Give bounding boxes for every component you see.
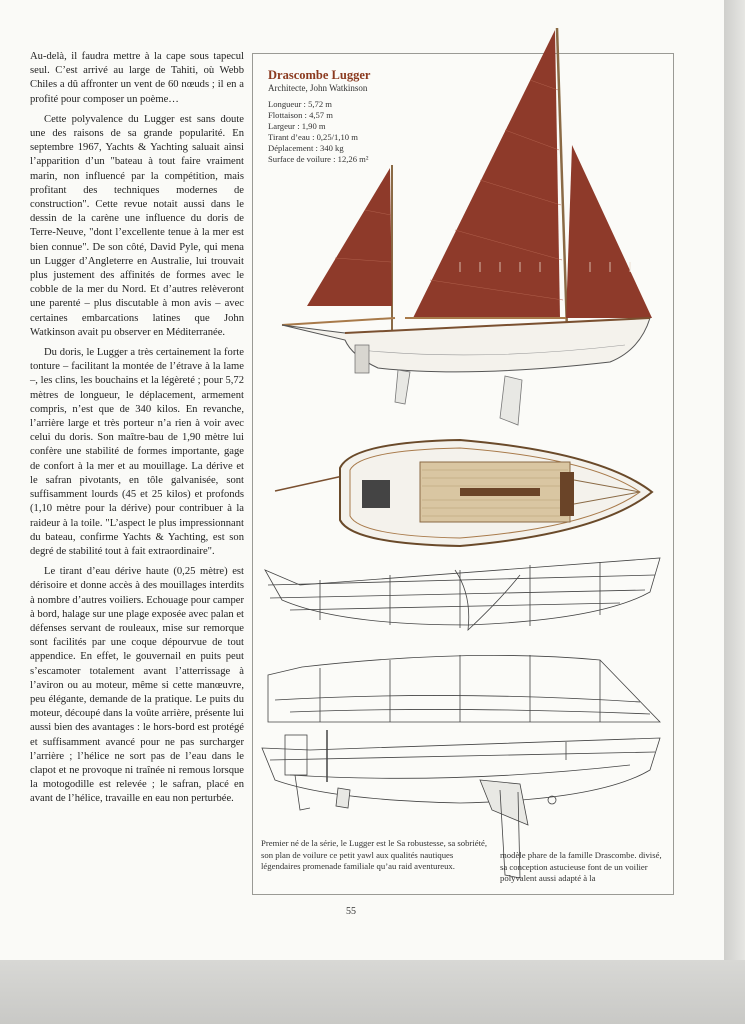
spec-waterline: Flottaison : 4,57 m (268, 110, 333, 120)
paragraph-2: Cette polyvalence du Lugger est sans doute une des raisons de sa grande popularité. En septembre 1967, Yachts & Yachting saluait ainsi l’apparition d’un "bateau à tout faire vraiment marin, non influencé par la compétition, mais profitant des techniques modernes de construction". Cette revue notait aussi dans le dessin de la carène une influence du doris de Terre-Neuve, "dont l’excellente tenue à la mer est bien connue". De son côté, David Pyle, qui mena un Lugger d’Angleterre en Australie, lui trouvait plus justement des affinités de formes avec le cobble de la mer du Nord. Et d’autres relèveront une parenté – plus discutable à mon avis – avec certaines embarcations latines que John Watkinson avait pu observer en Méditerranée. (30, 113, 244, 338)
page-number: 55 (346, 906, 356, 917)
paragraph-4: Le tirant d’eau dérive haute (0,25 mètre) est dérisoire et donne accès à des mouillages interdits à nombre d’autres voiliers. Echouage pour camper à bord, halage sur une plage exposée avec palan et défenses servant de rouleaux, mise sur remorque sont facilités par une coque dépourvue de tout appendice. En effet, le gouvernail en puits peut s’escamoter totalement avant l’atterrissage à l’aviron ou au moteur, même si cette manœuvre, peu élégante, demande de la pratique. Le puits du moteur, découpé dans la voûte arrière, présente lui aussi bien des avantages : le hors-bord est protégé et suffisamment avancé pour ne pas surcharger l’arrière ; l’hélice ne sort pas de l’eau dans le clapot et ne provoque ni traînée ni remous lorsque la motogodille est relevée ; le safran, placé en avant de l’hélice, travaille en eau non perturbée. (30, 566, 244, 805)
lines-plan-1 (265, 558, 660, 630)
spec-sail-area: Surface de voilure : 12,26 m² (268, 154, 369, 164)
spec-beam: Largeur : 1,90 m (268, 121, 326, 131)
spec-draft: Tirant d’eau : 0,25/1,10 m (268, 132, 358, 142)
spec-displacement: Déplacement : 340 kg (268, 143, 344, 153)
spec-list (268, 99, 368, 165)
paragraph-3: Du doris, le Lugger a très certainement la forte tonture – facilitant la montée de l’étrave à la lame –, les clins, les bouchains et la légèreté ; pour 5,72 mètres de longueur, le déplacement, armement compris, n’est que de 340 kilos. En revanche, l’arrière large et très porteur n’a rien à voir avec celui du doris. Son maître-bau de 1,90 mètre lui confère une stabilité de formes importante, gage de confort à la mer et au mouillage. La dérive et le safran pivotants, en tôle galvanisée, sont suffisamment lourds (45 et 25 kilos) et profonds (1,10 mètre pour la dérive) pour contribuer à la raideur à la toile. "L’aspect le plus impressionnant du bateau, confirme Yachts & Yachting, est son degré de stabilité tout à fait extraordinaire". (30, 347, 244, 557)
boat-title: Drascombe Lugger (268, 68, 371, 82)
architect-line: Architecte, John Watkinson (268, 83, 368, 93)
caption-left: Premier né de la série, le Lugger est le Sa robustesse, sa sobriété, son plan de voilure ce petit yawl aux qualités nautiques légendaires promenade familiale qu’au raid aventureux. (261, 838, 488, 871)
lines-plan-2 (268, 655, 660, 722)
caption-right: modèle phare de la famille Drascombe. divisé, sa conception astucieuse font de un voilier polyvalent aussi adapté à la (500, 850, 662, 883)
spec-length: Longueur : 5,72 m (268, 99, 332, 109)
paragraph-1: Au-delà, il faudra mettre à la cape sous tapecul seul. C’est arrivé au large de Tahiti, où Webb Chiles a dû affronter un vent de 60 nœuds ; il en a profité pour composer un poème… (30, 51, 244, 105)
deck-plan-illustration (275, 440, 652, 546)
